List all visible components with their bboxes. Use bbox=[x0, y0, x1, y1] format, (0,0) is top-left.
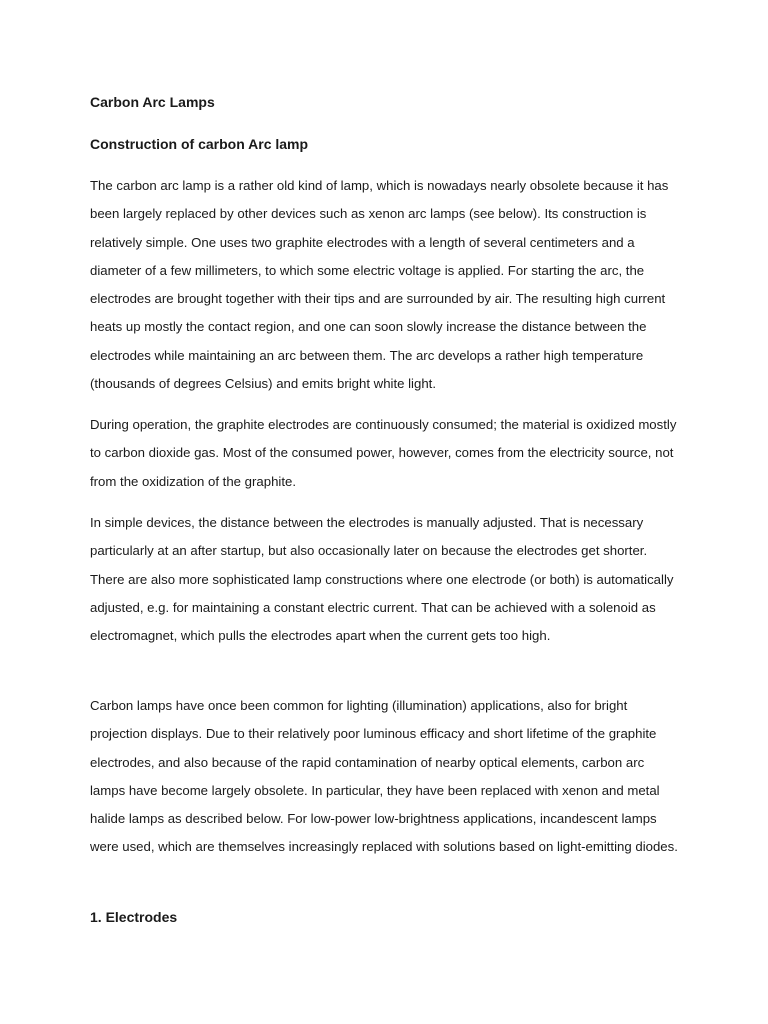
section-heading-electrodes: 1. Electrodes bbox=[90, 909, 178, 925]
paragraph-3: In simple devices, the distance between the electrodes is manually adjusted. That is necessary particularly at an after startup, but also occasionally later on because the electrodes get shorter. There are also more sophisticated lamp constructions where one electrode (or both) is automatically adjusted, e.g. for maintaining a constant electric current. That can be achieved with a solenoid as electromagnet, which pulls the electrodes apart when the current gets too high. bbox=[90, 515, 674, 644]
paragraph-2: During operation, the graphite electrodes are continuously consumed; the material is oxidized mostly to carbon dioxide gas. Most of the consumed power, however, comes from the electricity source, not from the oxidization of the graphite. bbox=[90, 417, 677, 489]
paragraph-1: The carbon arc lamp is a rather old kind of lamp, which is nowadays nearly obsolete because it has been largely replaced by other devices such as xenon arc lamps (see below). Its construction is relatively simple. One uses two graphite electrodes with a length of several centimeters and a diameter of a few millimeters, to which some electric voltage is applied. For starting the arc, the electrodes are brought together with their tips and are surrounded by air. The resulting high current heats up mostly the contact region, and one can soon slowly increase the distance between the electrodes while maintaining an arc between them. The arc develops a rather high temperature (thousands of degrees Celsius) and emits bright white light. bbox=[90, 178, 669, 392]
section-subtitle: Construction of carbon Arc lamp bbox=[90, 136, 309, 152]
document-title: Carbon Arc Lamps bbox=[90, 94, 215, 110]
paragraph-4: Carbon lamps have once been common for lighting (illumination) applications, also for bright projection displays. Due to their relatively poor luminous efficacy and short lifetime of the graphite electrodes, and also because of the rapid contamination of nearby optical elements, carbon arc lamps have become largely obsolete. In particular, they have been replaced with xenon and metal halide lamps as described below. For low-power low-brightness applications, incandescent lamps were used, which are themselves increasingly replaced with solutions based on light-emitting diodes. bbox=[90, 698, 678, 855]
